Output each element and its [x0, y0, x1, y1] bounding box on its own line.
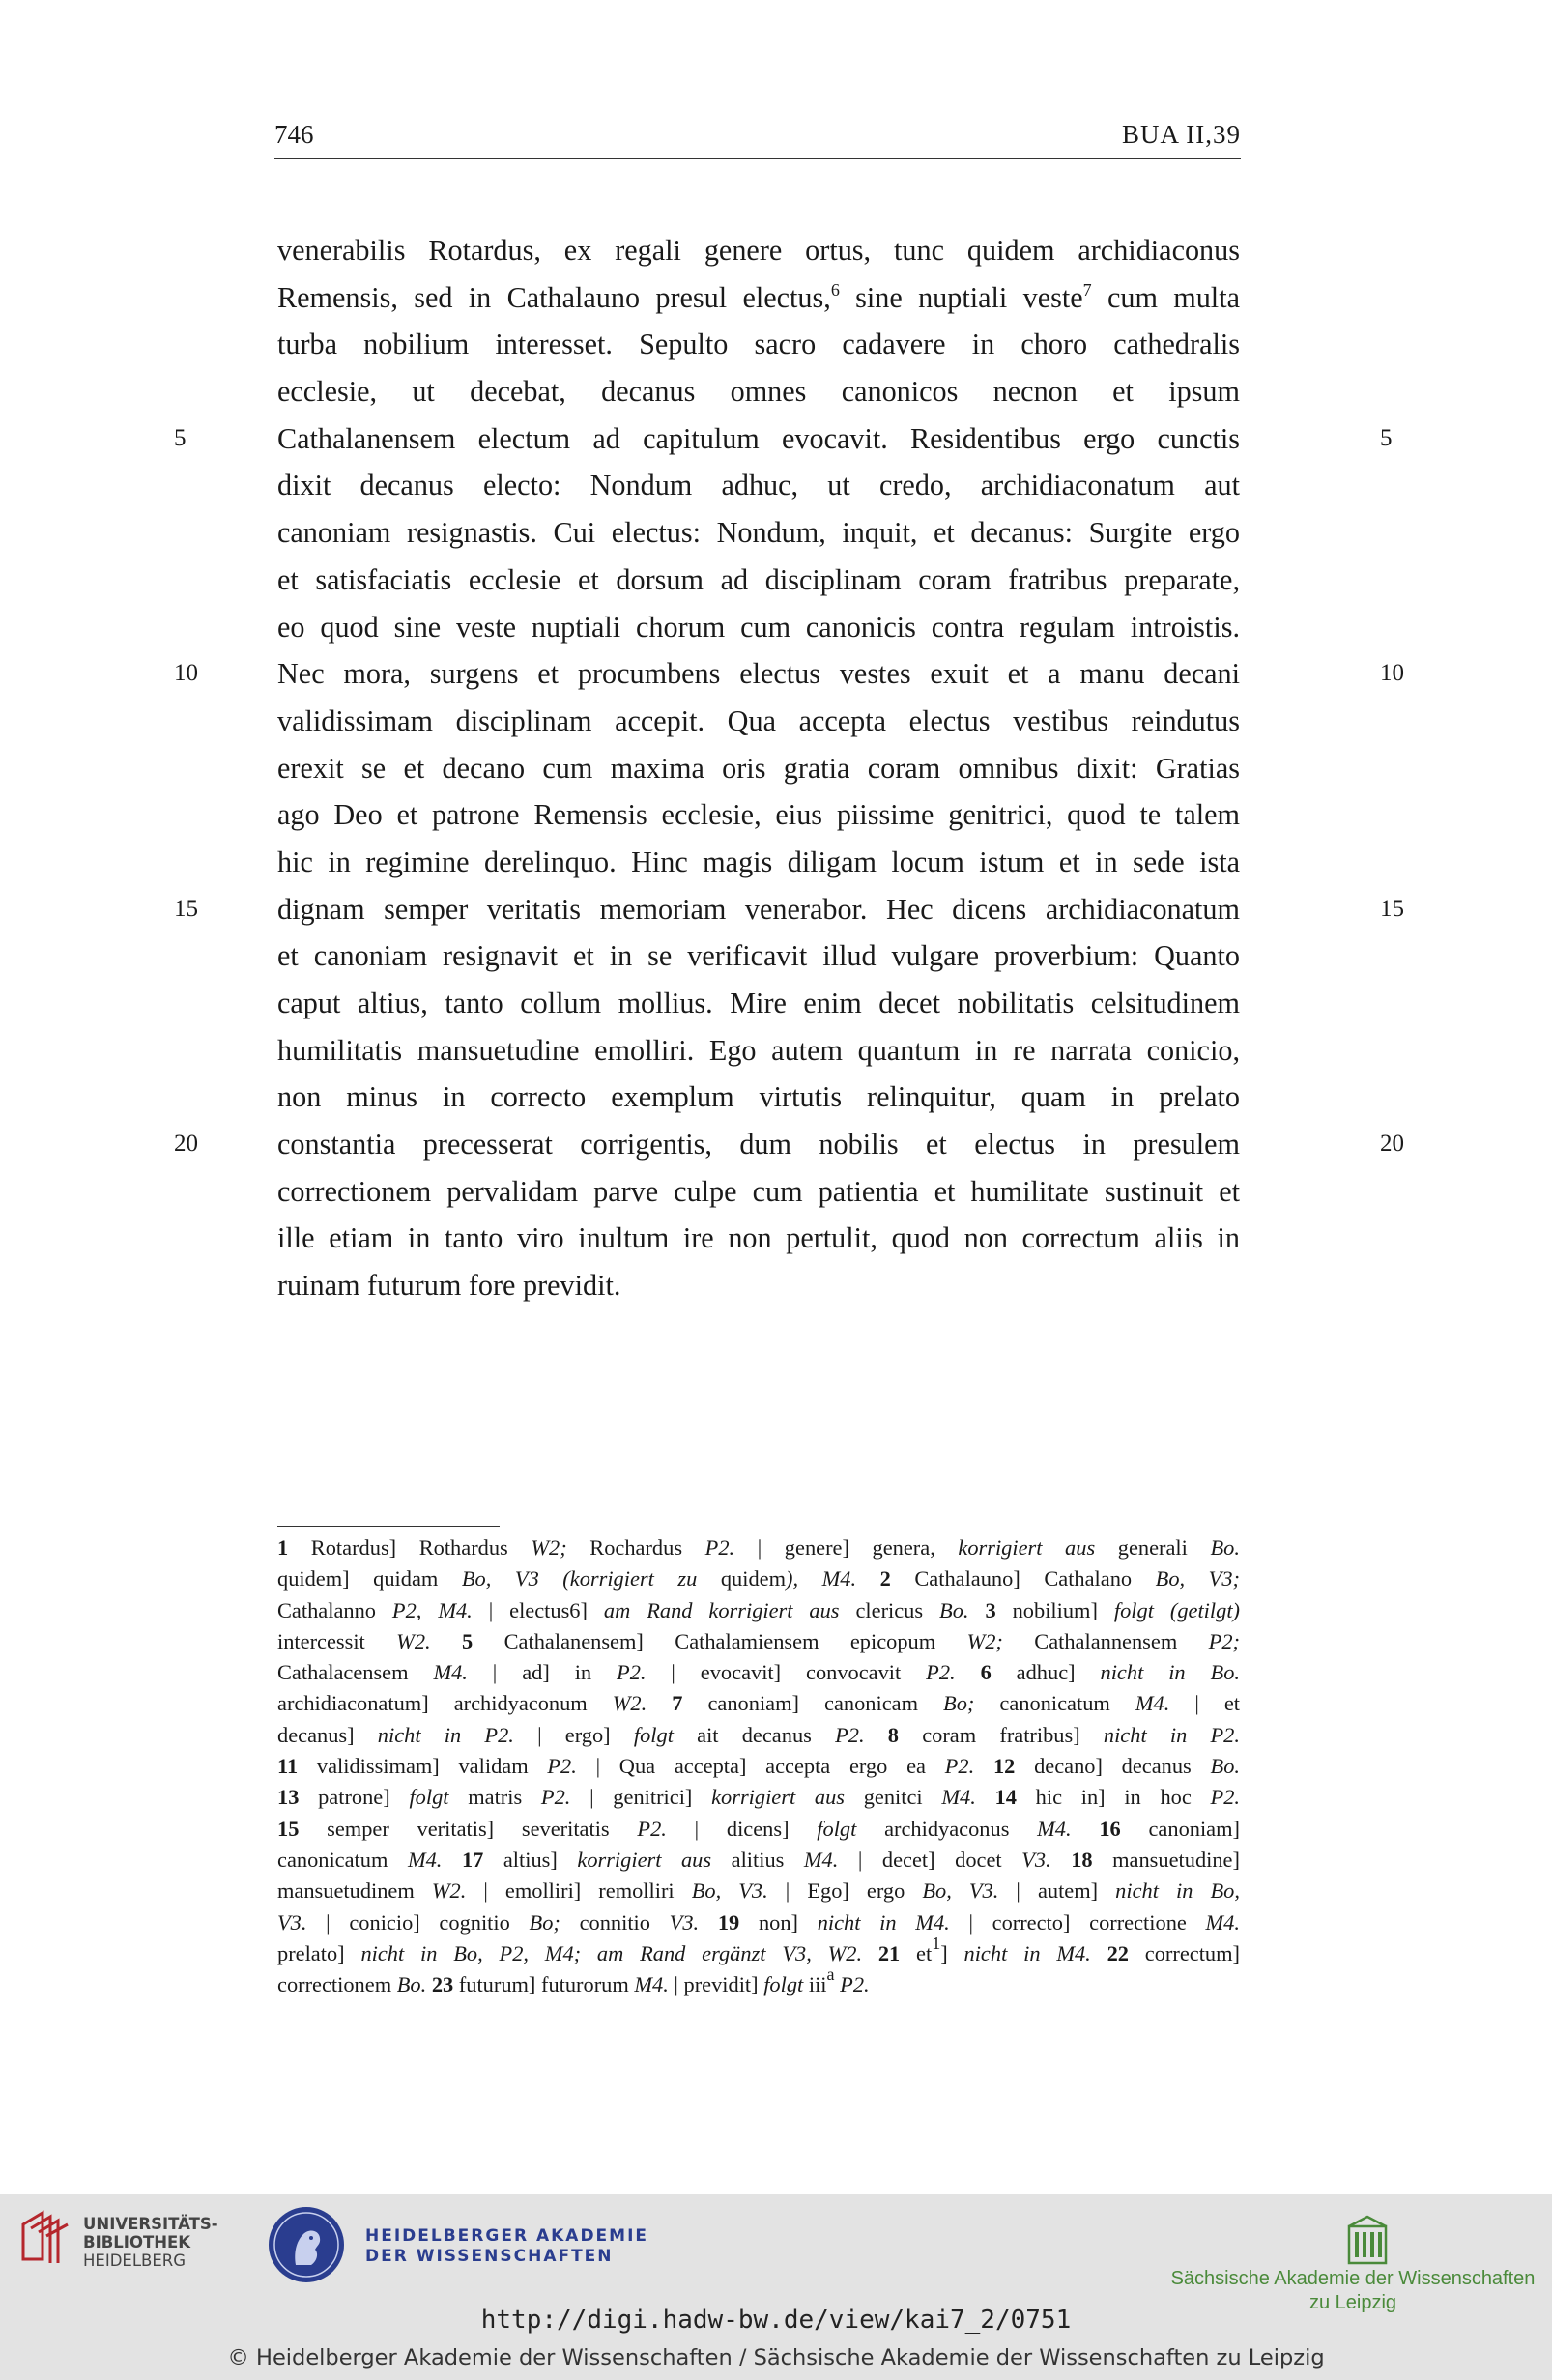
italic-text: nicht in M4. — [963, 1940, 1091, 1965]
superscript: 7 — [1082, 279, 1092, 300]
text-run: non] — [739, 1909, 818, 1935]
italic-text: P2. — [704, 1535, 735, 1560]
italic-text: folgt — [633, 1722, 674, 1747]
line-number-left: 15 — [174, 895, 198, 922]
italic-text: M4. — [433, 1660, 468, 1685]
italic-text: nicht in P2. — [1103, 1722, 1240, 1747]
apparatus-line — [277, 1782, 1240, 1813]
text-run: | ad] in — [467, 1660, 618, 1685]
text-run — [442, 1848, 462, 1872]
text-run — [1091, 1941, 1107, 1965]
line-reference: 11 — [277, 1754, 299, 1779]
italic-text: P2. — [637, 1816, 667, 1841]
text-run: humilitatis mansuetudine emolliri. Ego autem quantum in re narrata conicio, — [277, 1033, 1240, 1067]
line-reference: 1 — [277, 1535, 289, 1560]
apparatus-line — [277, 1814, 1240, 1845]
italic-text: W2. — [396, 1628, 431, 1653]
text-run: generali — [1095, 1535, 1211, 1560]
hadw-name — [365, 2226, 648, 2267]
apparatus-line — [277, 1626, 1240, 1657]
text-line — [277, 698, 1240, 745]
italic-text: P2. — [835, 1722, 865, 1747]
text-run: | previdit] — [668, 1972, 764, 1997]
line-reference: 3 — [985, 1597, 996, 1622]
text-run: coram fratribus] — [898, 1722, 1104, 1747]
text-run — [1051, 1848, 1072, 1872]
superscript: 6 — [830, 279, 840, 300]
line-number-left: 20 — [174, 1131, 198, 1158]
text-run: | et — [1169, 1691, 1241, 1716]
text-run: et — [900, 1940, 933, 1965]
text-run — [865, 1723, 888, 1747]
italic-text: Bo. — [1210, 1535, 1240, 1560]
apparatus-line — [277, 1720, 1240, 1751]
text-run: cum multa — [1091, 280, 1240, 314]
text-line — [277, 745, 1240, 792]
line-reference: 8 — [887, 1722, 899, 1747]
main-text — [277, 227, 1240, 1309]
hadw-seal-icon — [267, 2205, 346, 2284]
text-line — [277, 839, 1240, 886]
italic-text: Bo; — [943, 1691, 975, 1716]
text-line — [277, 886, 1240, 933]
text-run: altius] — [483, 1847, 578, 1872]
running-head — [274, 116, 1241, 159]
text-run: futurum] futurorum — [453, 1972, 635, 1997]
line-number-right: 15 — [1380, 895, 1404, 922]
text-run: | genere] genera, — [734, 1535, 959, 1560]
italic-text: P2. — [1210, 1785, 1240, 1810]
text-run: canoniam] — [1120, 1816, 1240, 1841]
text-run: Rotardus] Rothardus — [288, 1535, 532, 1560]
italic-text: M4. — [1135, 1691, 1170, 1716]
apparatus-line — [277, 1964, 1240, 2000]
italic-text: W2. — [431, 1878, 467, 1904]
italic-text: Bo; — [529, 1909, 560, 1935]
text-run — [647, 1691, 672, 1715]
text-run: archidiaconatum] archidyaconum — [277, 1691, 613, 1716]
text-run: Nec mora, surgens et procumbens electus vestes exuit et a manu decani — [277, 657, 1240, 691]
text-run: ruinam futurum fore previdit. — [277, 1269, 621, 1303]
text-run: | conicio] cognitio — [306, 1909, 530, 1935]
apparatus-line — [277, 1876, 1240, 1907]
italic-text: P2. — [944, 1754, 975, 1779]
text-run: decanus] — [277, 1722, 378, 1747]
text-run: | correcto] correctione — [949, 1909, 1206, 1935]
italic-text: Bo, V3; — [1155, 1566, 1240, 1591]
italic-text: P2. — [540, 1785, 571, 1810]
italic-text: V3. — [669, 1909, 700, 1935]
apparatus-line — [277, 1845, 1240, 1876]
line-number-left: 10 — [174, 660, 198, 687]
text-line — [277, 604, 1240, 651]
text-run — [1072, 1817, 1100, 1841]
text-run: nobilium] — [995, 1597, 1114, 1622]
line-reference: 7 — [672, 1691, 683, 1716]
italic-text: V3. — [277, 1909, 307, 1935]
text-run — [431, 1629, 462, 1653]
text-line — [277, 416, 1240, 463]
text-run: et canoniam resignavit et in se verificavit illud vulgare proverbium: Quanto — [277, 939, 1240, 973]
text-run: ] — [940, 1940, 964, 1965]
apparatus-line — [277, 1933, 1241, 1969]
ub-heidelberg-name — [83, 2215, 218, 2270]
ub-name-line: UNIVERSITÄTS- — [83, 2215, 218, 2233]
italic-text: W2; — [531, 1535, 567, 1560]
text-run: correctionem pervalidam parve culpe cum patientia et humilitate sustinuit et — [277, 1174, 1240, 1208]
text-run: ago Deo et patrone Remensis ecclesie, eius piissime genitrici, quod te talem — [277, 798, 1240, 832]
line-reference: 14 — [994, 1785, 1017, 1810]
text-run: hic in regimine derelinquo. Hinc magis diligam locum istum et in sede ista — [277, 845, 1240, 878]
text-run: canoniam resignastis. Cui electus: Nondum, inquit, et decanus: Surgite ergo — [277, 516, 1240, 550]
text-line — [277, 791, 1240, 839]
italic-text: Bo, V3. — [922, 1878, 999, 1904]
line-reference: 5 — [462, 1628, 474, 1653]
italic-text: W2; — [966, 1628, 1003, 1653]
apparatus-line — [277, 1688, 1240, 1719]
text-run: | autem] — [998, 1878, 1116, 1904]
italic-text: nicht in M4. — [817, 1909, 950, 1935]
italic-text: am Rand korrigiert aus — [603, 1597, 840, 1622]
text-run: turba nobilium interesset. Sepulto sacro cadavere in choro cathedralis — [277, 328, 1240, 361]
line-reference: 21 — [877, 1940, 901, 1965]
text-run — [974, 1754, 993, 1778]
text-run: genitci — [845, 1785, 942, 1810]
italic-text: P2, M4. — [391, 1597, 473, 1622]
text-run: Remensis, sed in Cathalauno presul electus, — [277, 280, 831, 314]
text-run: eo quod sine veste nuptiali chorum cum canonicis contra regulam introistis. — [277, 610, 1240, 644]
italic-text: folgt — [763, 1972, 804, 1997]
text-run: sine nuptiali veste — [839, 280, 1083, 314]
italic-text: nicht in Bo, — [1115, 1878, 1240, 1904]
text-run: erexit se et decano cum maxima oris gratia coram omnibus dixit: Gratias — [277, 751, 1240, 785]
text-run: Cathalacensem — [277, 1660, 434, 1685]
italic-text: folgt (getilgt) — [1113, 1597, 1240, 1622]
italic-text: Bo. — [396, 1972, 427, 1997]
permalink-url[interactable]: http://digi.hadw-bw.de/view/kai7_2/0751 — [480, 2306, 1072, 2335]
text-run: semper veritatis] severitatis — [299, 1816, 638, 1841]
italic-text: P2. — [926, 1660, 956, 1685]
text-run: Rochardus — [566, 1535, 705, 1560]
italic-text: P2. — [840, 1972, 870, 1997]
text-line — [277, 1262, 1240, 1309]
text-line — [277, 227, 1240, 274]
line-reference: 18 — [1071, 1847, 1093, 1872]
text-run: | dicens] — [666, 1816, 818, 1841]
text-run: archidyaconus — [856, 1816, 1038, 1841]
line-reference: 19 — [717, 1909, 740, 1935]
text-run — [862, 1941, 878, 1965]
apparatus-line — [277, 1657, 1240, 1688]
italic-text: P2. — [547, 1754, 577, 1779]
italic-text: nicht in Bo. — [1100, 1660, 1240, 1685]
text-run: dixit decanus electo: Nondum adhuc, ut credo, archidiaconatum aut — [277, 469, 1240, 502]
text-run: ait decanus — [673, 1722, 836, 1747]
text-run: dignam semper veritatis memoriam venerabor. Hec dicens archidiaconatum — [277, 892, 1240, 926]
text-line — [277, 557, 1240, 604]
critical-apparatus — [277, 1533, 1240, 2000]
saw-building-icon — [1347, 2215, 1388, 2265]
line-reference: 23 — [431, 1972, 454, 1997]
text-run — [699, 1910, 718, 1935]
copyright-notice: © Heidelberger Akademie der Wissenschaften / Sächsische Akademie der Wissenschaften zu Leipzig — [227, 2345, 1325, 2370]
text-run: Cathalannensem — [1002, 1628, 1209, 1653]
text-run: correctum] — [1128, 1940, 1241, 1965]
text-run: matris — [448, 1785, 541, 1810]
text-run: Cathalauno] Cathalano — [890, 1566, 1156, 1591]
text-run: venerabilis Rotardus, ex regali genere ortus, tunc quidem archidiaconus — [277, 234, 1240, 267]
text-run — [856, 1566, 880, 1591]
line-number-left: 5 — [174, 424, 187, 451]
hadw-name-line: DER WISSENSCHAFTEN — [365, 2247, 614, 2266]
saw-name-line: Sächsische Akademie der Wissenschaften — [1170, 2268, 1536, 2289]
italic-text: Bo, V3 (korrigiert zu — [461, 1566, 698, 1591]
apparatus-line — [277, 1907, 1240, 1938]
text-run: alitius — [711, 1847, 804, 1872]
text-run: | evocavit] convocavit — [646, 1660, 927, 1685]
text-run: adhuc] — [991, 1660, 1101, 1685]
text-run: mansuetudine] — [1092, 1847, 1240, 1872]
italic-text: M4. — [941, 1785, 976, 1810]
text-run: Cathalanensem electum ad capitulum evocavit. Residentibus ergo cunctis — [277, 421, 1240, 455]
italic-text: Bo. — [1210, 1754, 1240, 1779]
apparatus-line — [277, 1751, 1240, 1782]
text-run: decano] decanus — [1015, 1754, 1211, 1779]
hadw-name-line: HEIDELBERGER AKADEMIE — [365, 2226, 649, 2246]
apparatus-line — [277, 1563, 1240, 1594]
italic-text: korrigiert aus — [958, 1535, 1096, 1560]
text-run: intercessit — [277, 1628, 397, 1653]
italic-text: Bo. — [939, 1597, 969, 1622]
text-run: ecclesie, ut decebat, decanus omnes canonicos necnon et ipsum — [277, 375, 1240, 409]
italic-text: M4. — [1037, 1816, 1072, 1841]
text-run: hic in] in hoc — [1016, 1785, 1211, 1810]
text-run: | Qua accepta] accepta ergo ea — [576, 1754, 945, 1779]
text-run: validissimam disciplinam accepit. Qua accepta electus vestibus reindutus — [277, 703, 1240, 737]
text-run: | genitrici] — [570, 1785, 712, 1810]
italic-text: M4. — [803, 1847, 839, 1872]
italic-text: P2; — [1208, 1628, 1240, 1653]
line-number-right: 10 — [1380, 660, 1404, 687]
footnote-rule — [277, 1526, 500, 1527]
apparatus-line — [277, 1533, 1240, 1563]
italic-text: nicht in P2. — [377, 1722, 514, 1747]
text-run: | Ego] ergo — [767, 1878, 923, 1904]
ub-name-line: HEIDELBERG — [83, 2251, 187, 2270]
italic-text: V3. — [1021, 1847, 1051, 1872]
saw-name-line: zu Leipzig — [1308, 2292, 1397, 2313]
line-reference: 6 — [980, 1660, 992, 1685]
text-line — [277, 1121, 1240, 1168]
text-run: et satisfaciatis ecclesie et dorsum ad disciplinam coram fratribus preparate, — [277, 562, 1240, 596]
apparatus-line — [277, 1595, 1240, 1626]
italic-text: folgt — [409, 1785, 449, 1810]
text-run: clericus — [839, 1597, 940, 1622]
italic-text: folgt — [817, 1816, 857, 1841]
line-reference: 15 — [277, 1816, 300, 1841]
footer-band — [0, 2194, 1552, 2380]
italic-text: nicht in Bo, P2, M4; am Rand ergänzt V3, W2. — [360, 1940, 863, 1965]
line-reference: 13 — [277, 1785, 300, 1810]
text-line — [277, 462, 1240, 509]
superscript: 1 — [932, 1933, 941, 1953]
text-run: connitio — [560, 1909, 670, 1935]
text-run: canonicatum — [974, 1691, 1135, 1716]
page-number: 746 — [274, 120, 314, 149]
line-reference: 17 — [461, 1847, 484, 1872]
text-line — [277, 274, 1240, 322]
ub-heidelberg-logo-icon — [17, 2207, 73, 2265]
line-number-right: 20 — [1380, 1131, 1404, 1158]
text-run: caput altius, tanto collum mollius. Mire enim decet nobilitatis celsitudinem — [277, 987, 1240, 1019]
italic-text: P2. — [617, 1660, 647, 1685]
italic-text: M4. — [1205, 1909, 1240, 1935]
text-run: mansuetudinem — [277, 1878, 432, 1904]
text-line — [277, 1027, 1240, 1075]
text-line — [277, 1074, 1240, 1121]
text-run: patrone] — [299, 1785, 410, 1810]
text-run: | decet] docet — [838, 1847, 1022, 1872]
text-run: correctionem — [277, 1972, 397, 1997]
line-reference: 12 — [992, 1754, 1016, 1779]
superscript: a — [826, 1964, 835, 1985]
text-run: quidem — [697, 1566, 787, 1591]
text-run — [956, 1660, 981, 1684]
line-number-right: 5 — [1380, 424, 1393, 451]
text-run: Cathalanno — [277, 1597, 392, 1622]
text-line — [277, 509, 1240, 557]
text-line — [277, 932, 1240, 980]
text-run: canoniam] canonicam — [682, 1691, 944, 1716]
ub-name-line: BIBLIOTHEK — [83, 2233, 191, 2251]
italic-text: ), M4. — [786, 1566, 857, 1591]
text-run: Cathalanensem] Cathalamiensem epicopum — [473, 1628, 967, 1653]
document-reference: BUA II,39 — [1122, 120, 1241, 149]
italic-text: M4. — [634, 1972, 669, 1997]
text-run — [969, 1598, 986, 1622]
text-run: ille etiam in tanto viro inultum ire non pertulit, quod non correctum aliis in — [277, 1221, 1240, 1255]
text-run: | ergo] — [513, 1722, 634, 1747]
text-line — [277, 650, 1240, 698]
line-reference: 16 — [1099, 1816, 1121, 1841]
text-run: non minus in correcto exemplum virtutis relinquitur, quam in prelato — [277, 1080, 1240, 1114]
text-run: validissimam] validam — [298, 1754, 548, 1779]
italic-text: W2. — [612, 1691, 647, 1716]
line-reference: 22 — [1107, 1940, 1129, 1965]
text-line — [277, 980, 1240, 1027]
italic-text: Bo, V3. — [691, 1878, 768, 1904]
text-run: prelato] — [277, 1940, 361, 1965]
text-line — [277, 368, 1240, 416]
text-run: | emolliri] remolliri — [466, 1878, 692, 1904]
text-run: canonicatum — [277, 1847, 408, 1872]
text-line — [277, 1215, 1240, 1262]
text-run: quidem] quidam — [277, 1566, 462, 1591]
text-run — [976, 1785, 995, 1809]
line-reference: 2 — [879, 1566, 891, 1591]
italic-text: korrigiert aus — [577, 1847, 712, 1872]
italic-text: M4. — [407, 1847, 443, 1872]
text-run: | electus6] — [472, 1597, 604, 1622]
text-line — [277, 321, 1240, 368]
text-line — [277, 1168, 1240, 1216]
text-run: iii — [803, 1972, 827, 1997]
text-run: constantia precesserat corrigentis, dum nobilis et electus in presulem — [277, 1128, 1240, 1161]
italic-text: korrigiert aus — [711, 1785, 845, 1810]
